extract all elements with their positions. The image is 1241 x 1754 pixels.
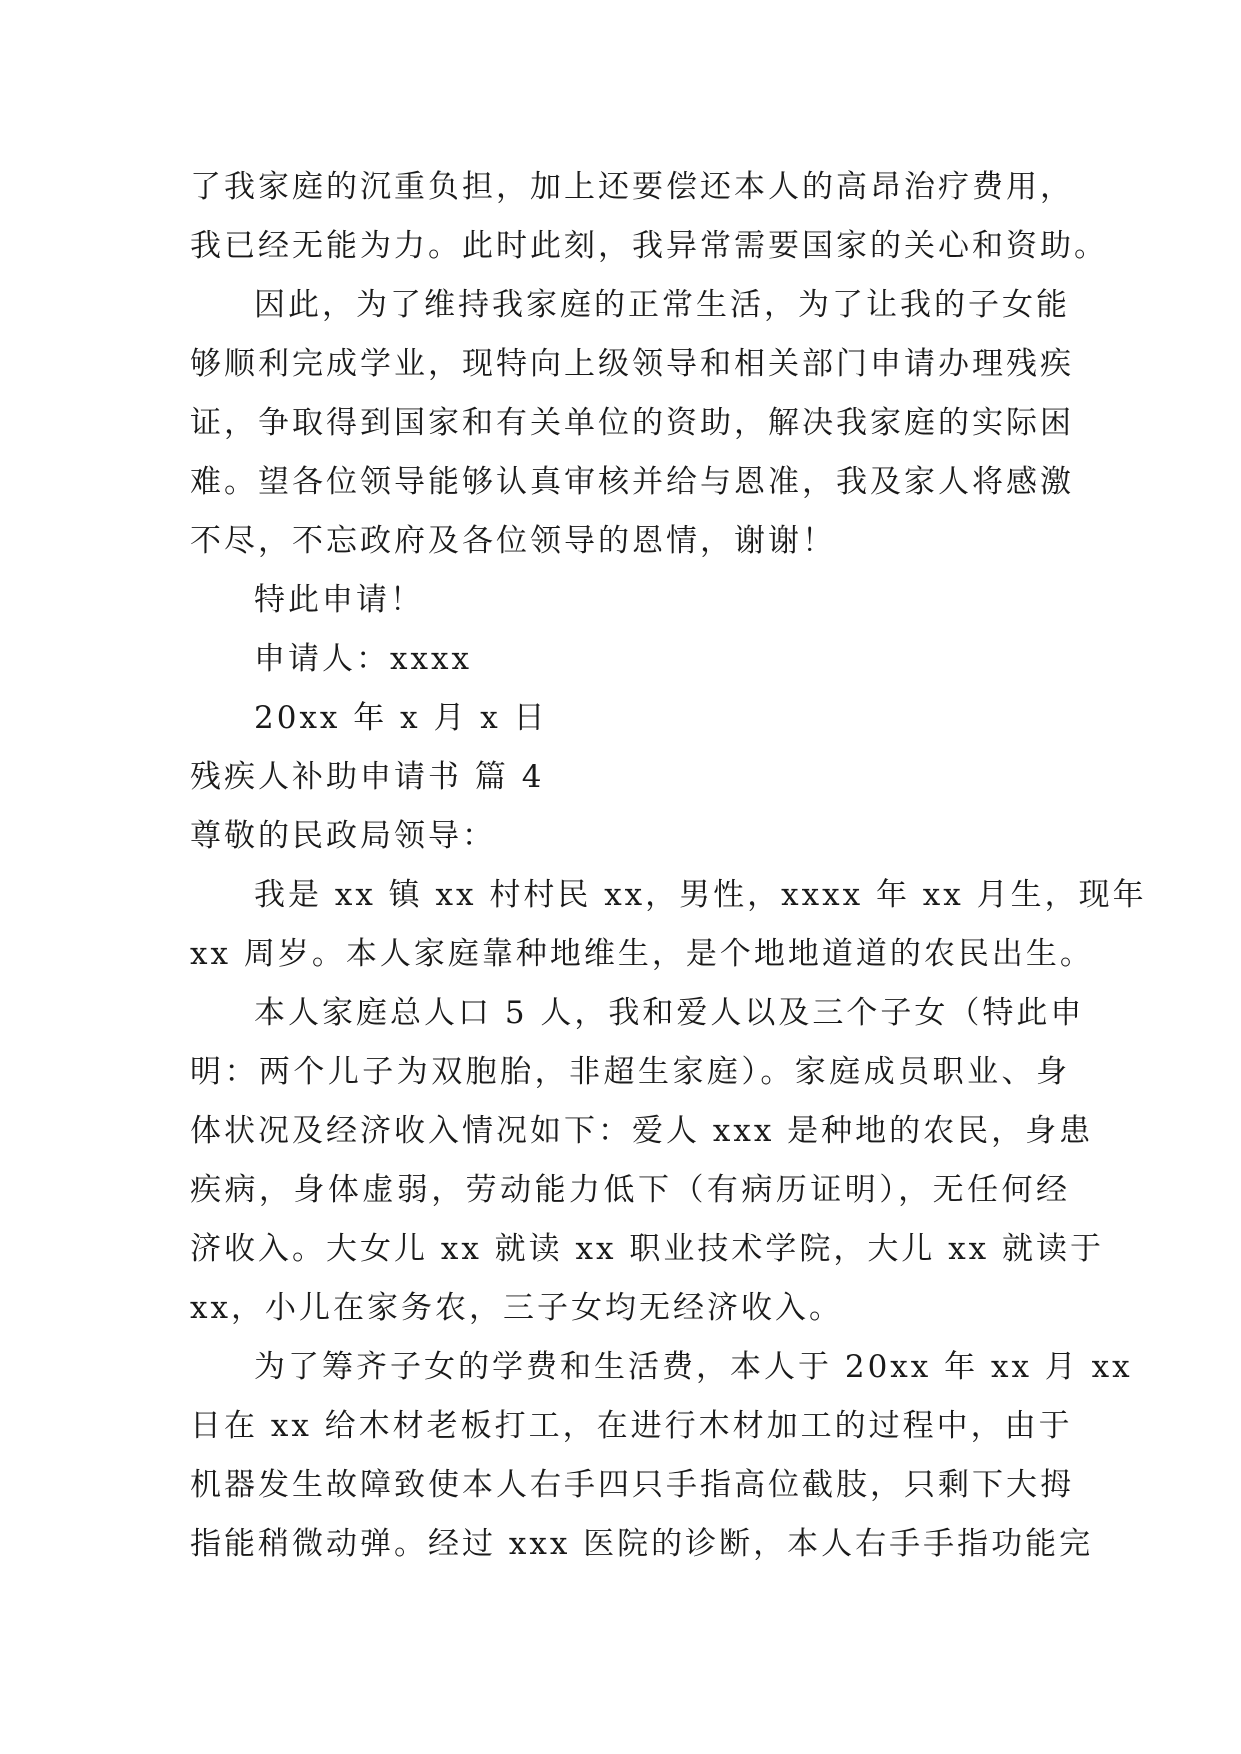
text-line: 了我家庭的沉重负担，加上还要偿还本人的高昂治疗费用， (190, 169, 1074, 205)
text-line: 证，争取得到国家和有关单位的资助，解决我家庭的实际困 (190, 405, 1074, 441)
text-line: xx，小儿在家务农，三子女均无经济收入。 (190, 1290, 843, 1326)
section-title: 残疾人补助申请书 篇 4 (190, 759, 545, 795)
text-line: 济收入。大女儿 xx 就读 xx 职业技术学院，大儿 xx 就读于 (190, 1231, 1105, 1267)
text-line: 不尽，不忘政府及各位领导的恩情，谢谢！ (190, 523, 836, 559)
text-line: 日在 xx 给木材老板打工，在进行木材加工的过程中，由于 (190, 1408, 1073, 1444)
text-line: 够顺利完成学业，现特向上级领导和相关部门申请办理残疾 (190, 346, 1074, 382)
salutation: 尊敬的民政局领导： (190, 818, 496, 854)
document-page (190, 158, 1147, 1574)
application-date: 20xx 年 x 月 x 日 (254, 700, 548, 736)
text-line: 本人家庭总人口 5 人，我和爱人以及三个子女（特此申 (254, 995, 1085, 1031)
applicant-signature: 申请人：xxxx (254, 641, 472, 677)
text-line: 机器发生故障致使本人右手四只手指高位截肢，只剩下大拇 (190, 1467, 1074, 1503)
text-line: 明：两个儿子为双胞胎，非超生家庭）。家庭成员职业、身 (190, 1054, 1070, 1090)
closing-text: 特此申请！ (254, 582, 424, 618)
text-line: xx 周岁。本人家庭靠种地维生，是个地地道道的农民出生。 (190, 936, 1094, 972)
text-line: 难。望各位领导能够认真审核并给与恩准，我及家人将感激 (190, 464, 1074, 500)
text-line: 指能稍微动弹。经过 xxx 医院的诊断，本人右手手指功能完 (190, 1526, 1094, 1562)
text-line: 我是 xx 镇 xx 村村民 xx，男性，xxxx 年 xx 月生，现年 (254, 877, 1147, 913)
text-line: 疾病，身体虚弱，劳动能力低下（有病历证明），无任何经 (190, 1172, 1070, 1208)
text-line: 为了筹齐子女的学费和生活费，本人于 20xx 年 xx 月 xx (254, 1349, 1133, 1385)
text-line: 体状况及经济收入情况如下：爱人 xxx 是种地的农民，身患 (190, 1113, 1094, 1149)
text-line: 因此，为了维持我家庭的正常生活，为了让我的子女能 (254, 287, 1070, 323)
text-line: 我已经无能为力。此时此刻，我异常需要国家的关心和资助。 (190, 228, 1108, 264)
